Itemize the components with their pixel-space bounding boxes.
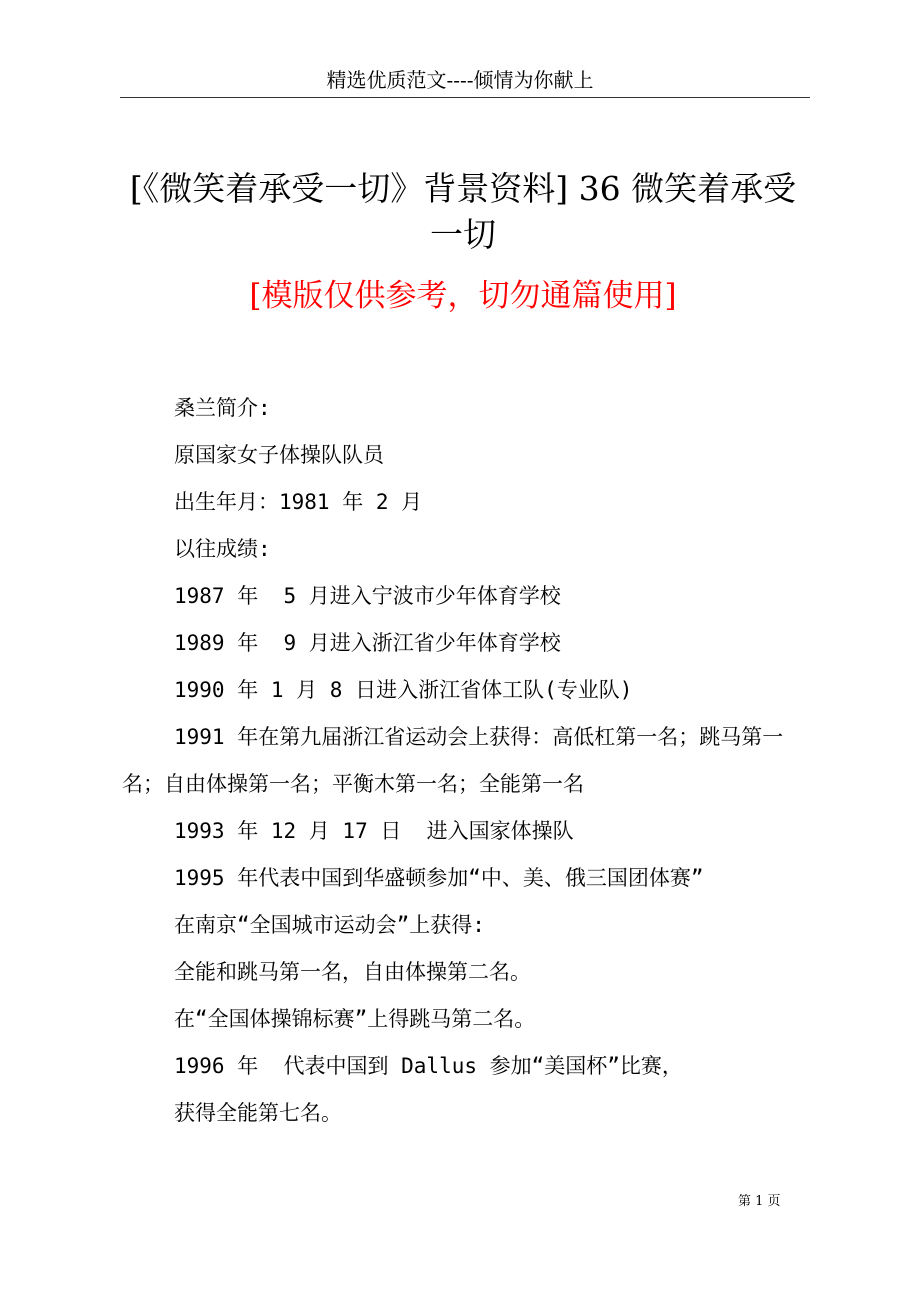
body-paragraph: 原国家女子体操队队员 — [174, 443, 384, 467]
body-paragraph: 1989 年 9 月进入浙江省少年体育学校 — [174, 631, 561, 655]
body-paragraph: 1987 年 5 月进入宁波市少年体育学校 — [174, 584, 561, 608]
document-body — [122, 385, 804, 1137]
body-paragraph: 1995 年代表中国到华盛顿参加“中、美、俄三国团体赛” — [174, 866, 704, 890]
body-paragraph: 在南京“全国城市运动会”上获得: — [174, 913, 485, 937]
body-paragraph: 以往成绩: — [174, 537, 271, 561]
document-subtitle: [模版仅供参考，切勿通篇使用] — [249, 278, 677, 314]
body-paragraph: 获得全能第七名。 — [174, 1101, 342, 1125]
header-divider — [120, 97, 810, 98]
body-paragraph: 出生年月：1981 年 2 月 — [174, 490, 423, 514]
page-header-text: 精选优质范文----倾情为你献上 — [326, 68, 594, 92]
body-paragraph: 1996 年 代表中国到 Dallus 参加“美国杯”比赛， — [174, 1054, 683, 1078]
document-title: [《微笑着承受一切》背景资料] 36 微笑着承受一切 — [129, 169, 797, 254]
body-paragraph: 1990 年 1 月 8 日进入浙江省体工队(专业队) — [174, 678, 633, 702]
body-paragraph: 1991 年在第九届浙江省运动会上获得：高低杠第一名；跳马第一名；自由体操第一名；平衡木第一名；全能第一名 — [122, 725, 784, 796]
body-paragraph: 全能和跳马第一名，自由体操第二名。 — [174, 960, 531, 984]
body-paragraph: 桑兰简介: — [174, 396, 271, 420]
body-paragraph: 在“全国体操锦标赛”上得跳马第二名。 — [174, 1007, 536, 1031]
body-paragraph: 1993 年 12 月 17 日 进入国家体操队 — [174, 819, 574, 843]
page-number: 第 1 页 — [738, 1194, 781, 1209]
